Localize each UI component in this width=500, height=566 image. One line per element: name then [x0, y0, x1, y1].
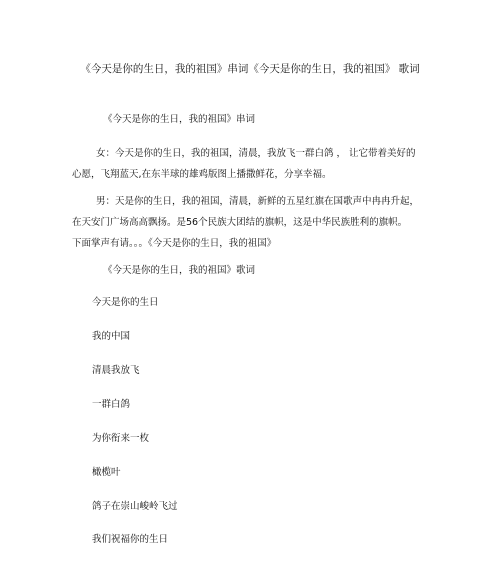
- paragraph-line: 在天安门广场高高飘扬。是56个民族大团结的旗帜，这是中华民族胜利的旗帜。: [72, 217, 408, 228]
- paragraph-line: 男：天是你的生日，我的祖国，清晨，新鲜的五星红旗在国歌声中冉冉升起，: [96, 196, 420, 207]
- lyric-line: 我的中国: [92, 331, 131, 342]
- lyric-line: 今天是你的生日: [92, 297, 159, 308]
- lyric-line: 橄榄叶: [92, 467, 121, 478]
- paragraph-male: [72, 191, 432, 254]
- lyric-line: 鸽子在崇山峻岭飞过: [92, 501, 178, 512]
- paragraph-line: 女：今天是你的生日，我的祖国，清晨，我放飞一群白鸽 ， 让它带着美好的: [96, 148, 416, 159]
- section-heading-script: 《今天是你的生日，我的祖国》串词: [103, 114, 256, 125]
- paragraph-line: 下面掌声有请。。。《今天是你的生日，我的祖国》: [72, 238, 277, 249]
- lyric-line: 我们祝福你的生日: [92, 534, 169, 545]
- document-title: 《今天是你的生日，我的祖国》串词《今天是你的生日，我的祖国》 歌词: [80, 63, 420, 75]
- paragraph-line: 心愿，飞翔蓝天,在东半球的雄鸡版图上播撒鲜花，分享幸福。: [72, 169, 332, 180]
- paragraph-female: [72, 143, 432, 185]
- section-heading-lyrics: 《今天是你的生日，我的祖国》歌词: [103, 265, 256, 276]
- lyric-line: 清晨我放飞: [92, 365, 140, 376]
- lyric-line: 一群白鸽: [92, 399, 131, 410]
- lyric-line: 为你衔来一枚: [92, 433, 150, 444]
